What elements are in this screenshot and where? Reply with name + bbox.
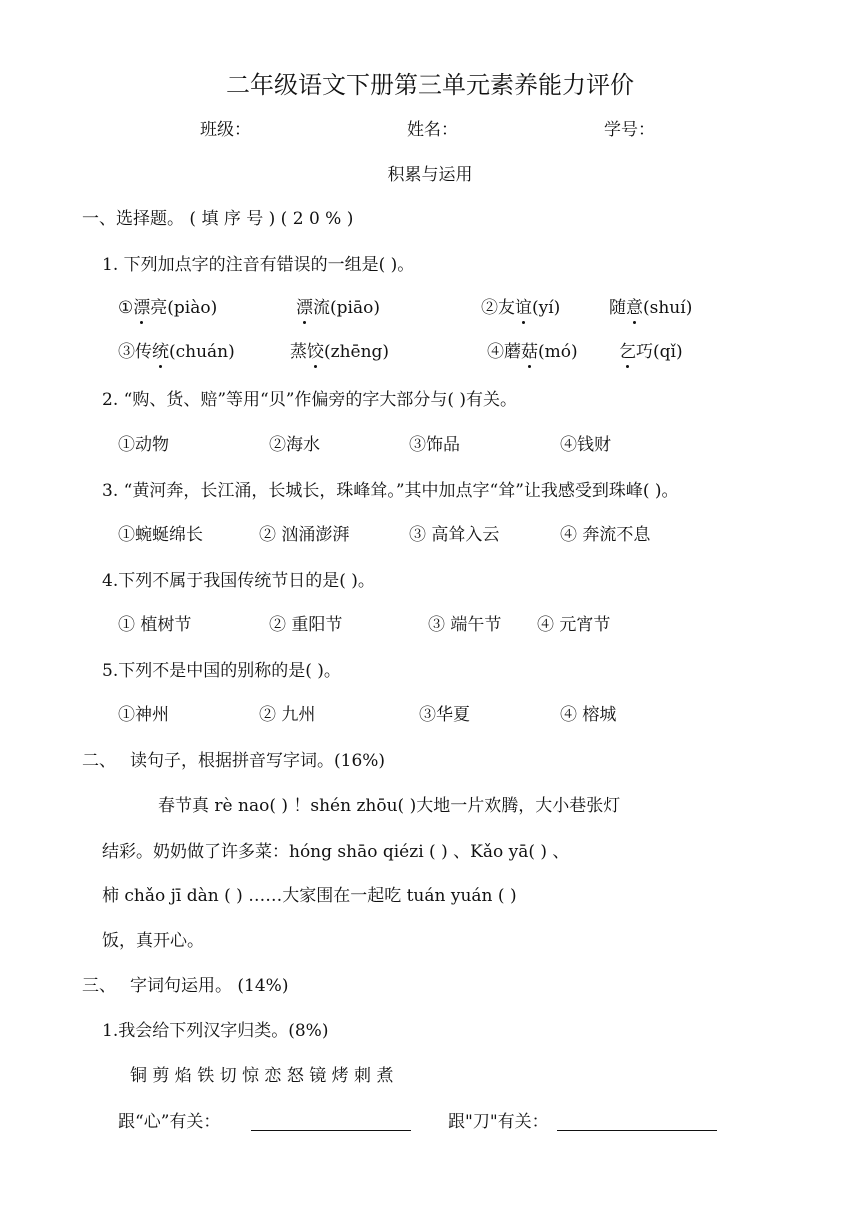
q1-option-3b: 蒸饺(zhēng) [290, 342, 390, 362]
student-number-label: 学号： [604, 120, 655, 140]
q3-option-3: ③ 高耸入云 [409, 525, 500, 545]
q1-option-2b: 随意(shuí) [609, 298, 693, 318]
part3-q1-stem: 1.我会给下列汉字归类。(8%) [102, 1021, 329, 1041]
q1-option-1b: 漂流(piāo) [296, 298, 380, 318]
q5-option-3: ③华夏 [419, 705, 470, 725]
q5-option-1: ①神州 [118, 705, 169, 725]
q3-option-1: ①蜿蜒绵长 [118, 525, 203, 545]
part2-heading: 读句子，根据拼音写字词。(16%) [130, 751, 386, 771]
q3-option-4: ④ 奔流不息 [560, 525, 651, 545]
q5-option-4: ④ 榕城 [560, 705, 617, 725]
class-label: 班级： [200, 120, 251, 140]
page-title: 二年级语文下册第三单元素养能力评价 [226, 71, 634, 99]
heart-radical-answer-line[interactable] [251, 1130, 411, 1131]
q5-stem: 5.下列不是中国的别称的是( )。 [102, 661, 341, 681]
q4-option-3: ③ 端午节 [428, 615, 502, 635]
q1-option-1a: ①漂亮(piào) [118, 298, 218, 318]
q4-option-1: ① 植树节 [118, 615, 192, 635]
q3-stem: 3. “黄河奔，长江涌，长城长，珠峰耸。”其中加点字“耸”让我感受到珠峰( )。 [102, 481, 679, 501]
q1-option-2a: ②友谊(yí) [481, 298, 561, 318]
q2-stem: 2. “购、货、赔”等用“贝”作偏旁的字大部分与( )有关。 [102, 390, 518, 410]
part3-heading: 字词句运用。 (14%) [130, 976, 289, 996]
part2-heading-number: 二、 [82, 751, 116, 771]
pinyin-line-4: 饭，真开心。 [102, 931, 204, 951]
part1-heading: 一、选择题。 ( 填 序 号 ) ( 2 0 % ) [82, 209, 354, 229]
q1-option-4a: ④蘑菇(mó) [487, 342, 578, 362]
q2-option-1: ①动物 [118, 435, 169, 455]
pinyin-line-3: 柿 chǎo jī dàn ( ) ……大家围在一起吃 tuán yuán ( ) [102, 886, 517, 906]
q1-option-3a: ③传统(chuán) [118, 342, 235, 362]
pinyin-line-2: 结彩。奶奶做了许多菜：hóng shāo qiézi ( ) 、Kǎo yā( ) 、 [102, 842, 570, 862]
q2-option-4: ④钱财 [560, 435, 611, 455]
part3-heading-number: 三、 [82, 976, 116, 996]
character-list: 铜 剪 焰 铁 切 惊 恋 怒 镜 烤 刺 煮 [130, 1066, 394, 1086]
q4-stem: 4.下列不属于我国传统节日的是( )。 [102, 571, 375, 591]
q2-option-2: ②海水 [269, 435, 320, 455]
q2-option-3: ③饰品 [409, 435, 460, 455]
q1-option-4b: 乞巧(qǐ) [619, 342, 683, 362]
q5-option-2: ② 九州 [259, 705, 316, 725]
heart-radical-label: 跟“心”有关： [118, 1112, 221, 1132]
q4-option-2: ② 重阳节 [269, 615, 343, 635]
section-title: 积累与运用 [387, 165, 473, 185]
q1-stem: 1. 下列加点字的注音有错误的一组是( )。 [102, 255, 415, 275]
pinyin-line-1: 春节真 rè nao( ) ！shén zhōu( )大地一片欢腾，大小巷张灯 [158, 796, 621, 816]
knife-radical-label: 跟"刀"有关： [448, 1112, 549, 1132]
name-label: 姓名： [407, 120, 458, 140]
knife-radical-answer-line[interactable] [557, 1130, 717, 1131]
q3-option-2: ② 汹涌澎湃 [259, 525, 350, 545]
q4-option-4: ④ 元宵节 [537, 615, 611, 635]
